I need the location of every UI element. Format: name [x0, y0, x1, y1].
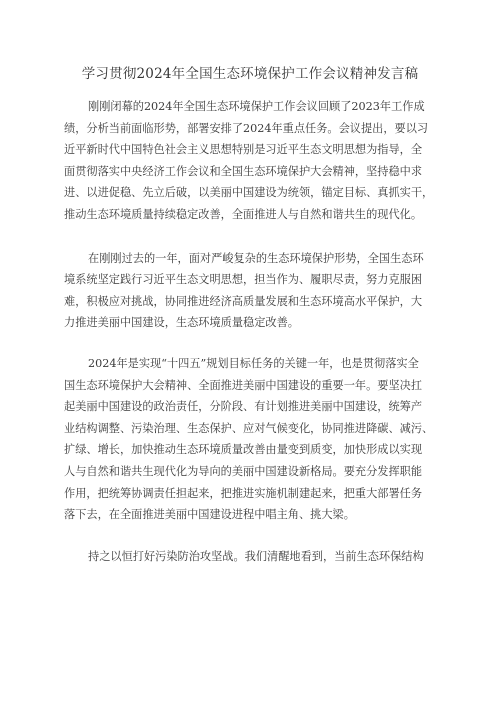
paragraph-line: 绩，分析当前面临形势，部署安排了2024年重点任务。会议提出，要以习: [64, 121, 429, 135]
paragraph-line: 人与自然和谐共生现代化为导向的美丽中国建设新格局。要充分发挥职能: [64, 464, 423, 478]
paragraph-line: 进、以进促稳、先立后破，以美丽中国建设为统领，锚定目标、真抓实干，: [64, 186, 434, 200]
paragraph-line: 刚刚闭幕的2024年全国生态环境保护工作会议回顾了2023年工作成: [88, 100, 425, 113]
paragraph-line: 2024年是实现“十四五”规划目标任务的关键一年，也是贯彻落实全: [88, 356, 419, 370]
paragraph-4: [64, 546, 439, 568]
paragraph-2: [64, 248, 439, 334]
document-body: [64, 96, 439, 567]
paragraph-line: 近平新时代中国特色社会主义思想特别是习近平生态文明思想为指导，全: [64, 143, 423, 157]
paragraph-spacer: [64, 226, 439, 248]
paragraph-line: 落下去，在全面推进美丽中国建设进程中唱主角、挑大梁。: [64, 508, 355, 522]
paragraph-line: 作用，把统筹协调责任担起来，把推进实施机制建起来，把重大部署任务: [64, 486, 423, 500]
paragraph-line: 推动生态环境质量持续稳定改善，全面推进人与自然和谐共生的现代化。: [64, 207, 423, 221]
paragraph-line: 在刚刚过去的一年，面对严峻复杂的生态环境保护形势，全国生态环: [88, 251, 424, 265]
paragraph-line: 面贯彻落实中央经济工作会议和全国生态环境保护大会精神，坚持稳中求: [64, 164, 423, 178]
paragraph-line: 难，积极应对挑战，协同推进经济高质量发展和生态环境高水平保护，大: [64, 294, 423, 308]
paragraph-spacer: [64, 526, 439, 546]
paragraph-line: 扩绿、增长，加快推动生态环境质量改善由量变到质变，加快形成以实现: [64, 443, 423, 457]
paragraph-spacer: [64, 334, 439, 353]
paragraph-3: [64, 353, 439, 526]
paragraph-line: 持之以恒打好污染防治攻坚战。我们清醒地看到，当前生态环保结构: [88, 549, 424, 563]
paragraph-line: 国生态环境保护大会精神、全面推进美丽中国建设的重要一年。要坚决扛: [64, 378, 423, 392]
paragraph-line: 力推进美丽中国建设，生态环境质量稳定改善。: [64, 316, 299, 330]
paragraph-line: 起美丽中国建设的政治责任，分阶段、有计划推进美丽中国建设，统筹产: [64, 400, 423, 414]
paragraph-line: 境系统坚定践行习近平生态文明思想，担当作为、履职尽责，努力克服困: [64, 273, 423, 287]
paragraph-line: 业结构调整、污染治理、生态保护、应对气候变化，协同推进降碳、减污、: [64, 421, 434, 435]
paragraph-1: [64, 96, 439, 226]
document-title: 学习贯彻2024年全国生态环境保护工作会议精神发言稿: [81, 66, 419, 82]
